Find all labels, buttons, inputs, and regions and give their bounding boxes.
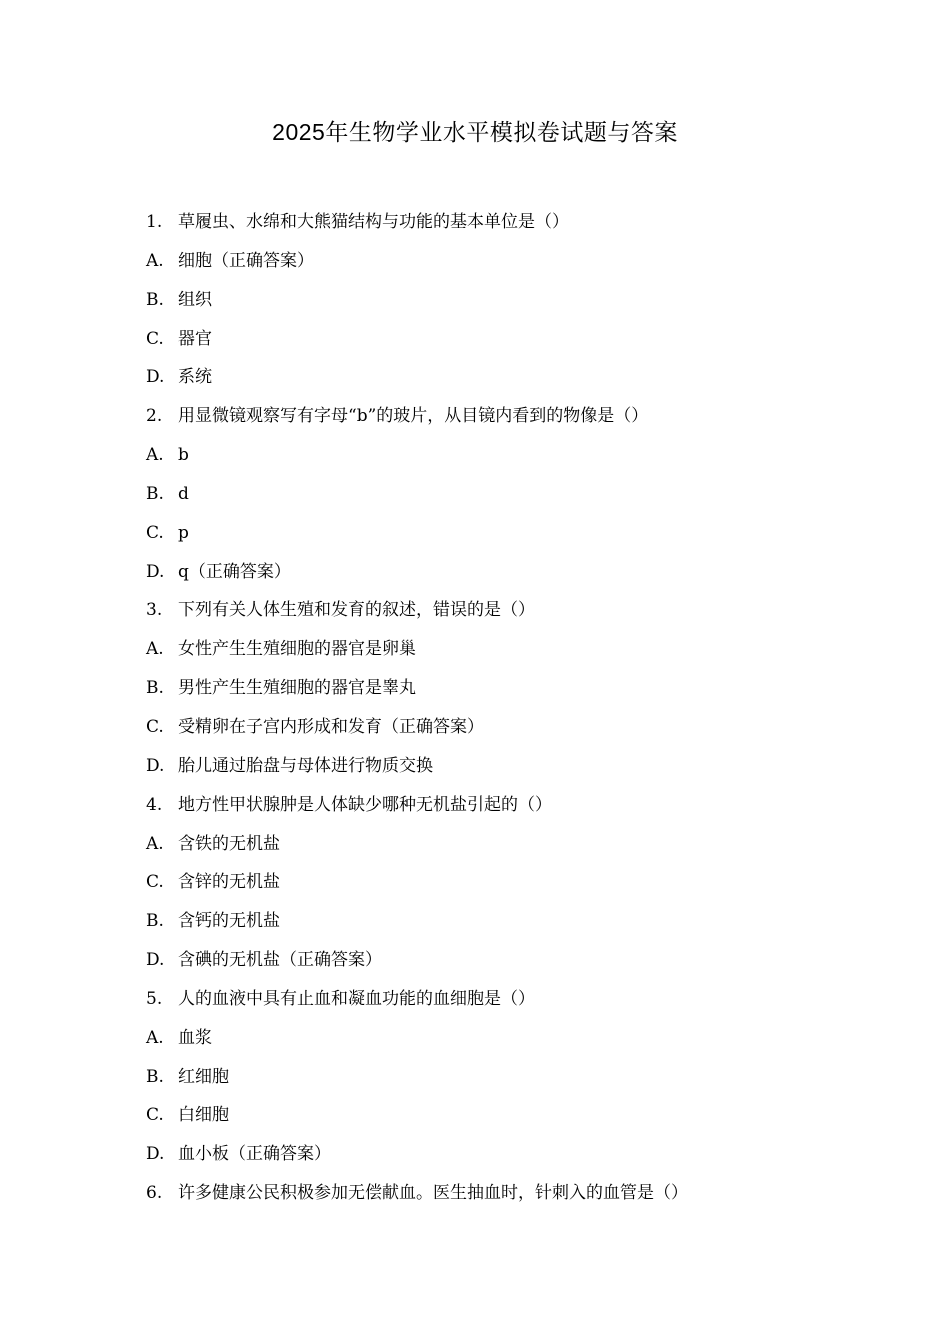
option-line: [146, 286, 886, 325]
line-text: 血小板（正确答案）: [178, 1144, 331, 1165]
line-label: B.: [146, 483, 164, 504]
line-label: D.: [146, 1144, 165, 1165]
line-label: A.: [146, 833, 164, 854]
line-label: B.: [146, 289, 164, 310]
line-text: 胎儿通过胎盘与母体进行物质交换: [178, 755, 433, 776]
line-label: A.: [146, 250, 164, 271]
line-text: 系统: [178, 367, 212, 388]
line-text: 受精卵在子宫内形成和发育（正确答案）: [178, 716, 484, 737]
option-line: [146, 674, 886, 713]
line-text: 含铁的无机盐: [178, 833, 280, 854]
line-label: D.: [146, 367, 165, 388]
line-text: 许多健康公民积极参加无偿献血。医生抽血时，针刺入的血管是（）: [178, 1183, 688, 1204]
line-label: 4.: [146, 794, 163, 815]
question-list: [146, 208, 886, 1218]
line-label: A.: [146, 445, 164, 466]
line-text: 含碘的无机盐（正确答案）: [178, 950, 382, 971]
option-line: [146, 868, 886, 907]
document-title: 2025年生物学业水平模拟卷试题与答案: [272, 119, 678, 145]
line-text: 红细胞: [178, 1066, 229, 1087]
line-text: 血浆: [178, 1027, 212, 1048]
question-line: [146, 208, 886, 247]
line-label: C.: [146, 328, 164, 349]
line-text: 用显微镜观察写有字母“b”的玻片，从目镜内看到的物像是（）: [178, 406, 649, 427]
option-line: [146, 635, 886, 674]
line-text: 人的血液中具有止血和凝血功能的血细胞是（）: [178, 988, 535, 1009]
line-label: C.: [146, 716, 164, 737]
line-label: D.: [146, 755, 165, 776]
line-text: 含锌的无机盐: [178, 872, 280, 893]
line-text: 地方性甲状腺肿是人体缺少哪种无机盐引起的（）: [178, 794, 552, 815]
line-label: B.: [146, 678, 164, 699]
line-text: 器官: [178, 328, 212, 349]
line-label: D.: [146, 950, 165, 971]
option-line: [146, 247, 886, 286]
question-line: [146, 1179, 886, 1218]
option-line: [146, 1140, 886, 1179]
line-text: d: [178, 483, 189, 504]
line-label: B.: [146, 911, 164, 932]
line-label: D.: [146, 561, 165, 582]
line-text: 组织: [178, 289, 212, 310]
line-text: b: [178, 445, 189, 466]
line-label: C.: [146, 872, 164, 893]
option-line: [146, 325, 886, 364]
option-line: [146, 480, 886, 519]
option-line: [146, 1101, 886, 1140]
option-line: [146, 1063, 886, 1102]
question-line: [146, 985, 886, 1024]
line-text: q（正确答案）: [178, 561, 291, 582]
line-text: 含钙的无机盐: [178, 911, 280, 932]
option-line: [146, 907, 886, 946]
line-label: A.: [146, 639, 164, 660]
option-line: [146, 713, 886, 752]
option-line: [146, 1024, 886, 1063]
line-label: A.: [146, 1027, 164, 1048]
line-label: 6.: [146, 1183, 163, 1204]
line-text: 草履虫、水绵和大熊猫结构与功能的基本单位是（）: [178, 212, 569, 232]
line-text: p: [178, 522, 189, 543]
option-line: [146, 558, 886, 597]
line-text: 白细胞: [178, 1105, 229, 1126]
option-line: [146, 441, 886, 480]
line-label: C.: [146, 1105, 164, 1126]
line-text: 细胞（正确答案）: [178, 250, 314, 271]
line-label: C.: [146, 522, 164, 543]
option-line: [146, 519, 886, 558]
line-label: 5.: [146, 988, 163, 1009]
line-label: 2.: [146, 406, 163, 427]
line-label: 3.: [146, 600, 163, 621]
line-text: 女性产生生殖细胞的器官是卵巢: [178, 639, 416, 660]
option-line: [146, 363, 886, 402]
option-line: [146, 830, 886, 869]
question-line: [146, 596, 886, 635]
line-label: B.: [146, 1066, 164, 1087]
option-line: [146, 946, 886, 985]
line-label: 1.: [146, 212, 163, 232]
option-line: [146, 752, 886, 791]
line-text: 下列有关人体生殖和发育的叙述，错误的是（）: [178, 600, 535, 621]
line-text: 男性产生生殖细胞的器官是睾丸: [178, 678, 416, 699]
question-line: [146, 402, 886, 441]
question-line: [146, 791, 886, 830]
